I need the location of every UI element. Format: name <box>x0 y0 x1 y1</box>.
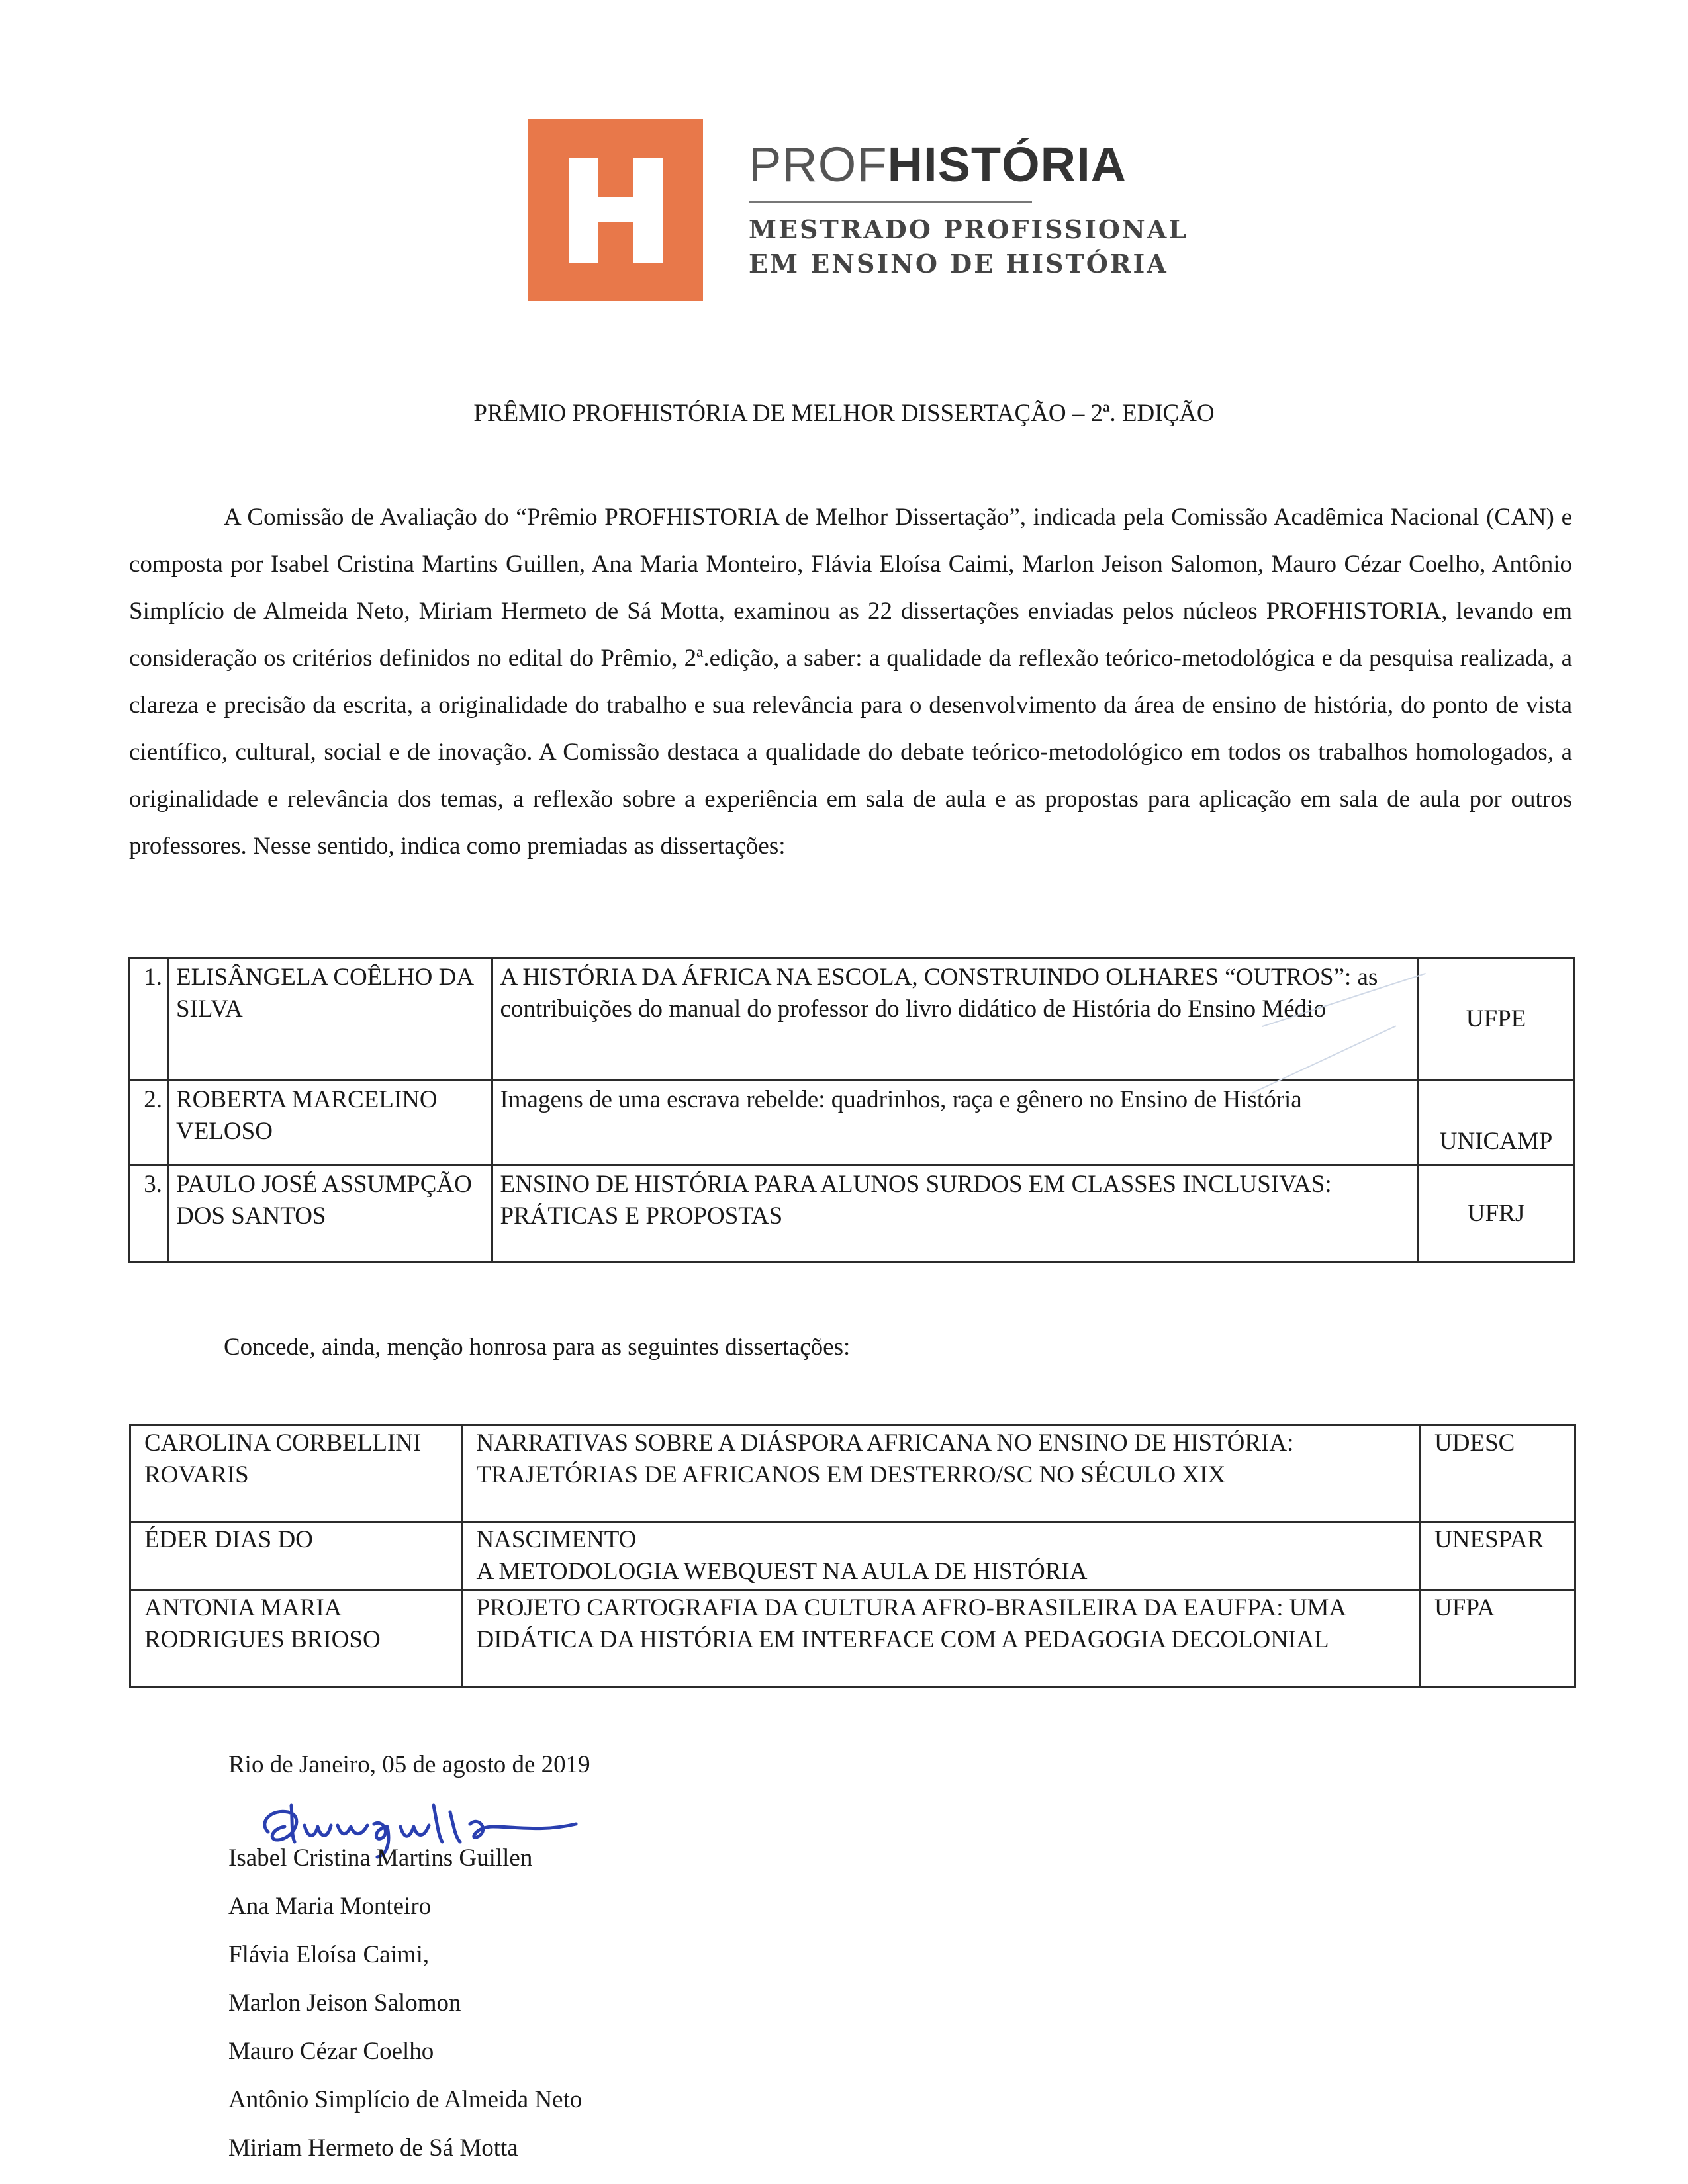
letter-h-logo-icon <box>528 119 703 301</box>
signer-name: Mauro Cézar Coelho <box>228 2038 434 2065</box>
dissertation-title-cell: Imagens de uma escrava rebelde: quadrinhos, raça e gênero no Ensino de História <box>492 1081 1418 1165</box>
row-number: 2. <box>129 1081 169 1165</box>
body-paragraph: A Comissão de Avaliação do “Prêmio PROFHISTORIA de Melhor Dissertação”, indicada pela Comissão Acadêmica Nacional (CAN) e composta por Isabel Cristina Martins Guillen, Ana Maria Monteiro, Flávia Eloísa Caimi, Marlon Jeison Salomon, Mauro Cézar Coelho, Antônio Simplício de Almeida Neto, Miriam Hermeto de Sá Motta, examinou as 22 dissertações enviadas pelos núcleos PROFHISTORIA, levando em consideração os critérios definidos no edital do Prêmio, 2ª.edição, a saber: a qualidade da reflexão teórico-metodológica e da pesquisa realizada, a clareza e precisão da escrita, a originalidade do trabalho e sua relevância para o desenvolvimento da área de ensino de história, do ponto de vista científico, cultural, social e de inovação. A Comissão destaca a qualidade do debate teórico-metodológico em todos os trabalhos homologados, a originalidade e relevância dos temas, a reflexão sobre a experiência em sala de aula e as propostas para aplicação em sala de aula por outros professores. Nesse sentido, indica como premiadas as dissertações: <box>129 504 1572 860</box>
signer-name: Isabel Cristina Martins Guillen <box>228 1844 533 1872</box>
university-cell: UFRJ <box>1418 1165 1575 1263</box>
signer-name: Antônio Simplício de Almeida Neto <box>228 2086 583 2113</box>
table-row <box>129 1081 1575 1165</box>
dissertation-title-line1: NASCIMENTO <box>476 1526 637 1553</box>
dissertation-title-cell: A HISTÓRIA DA ÁFRICA NA ESCOLA, CONSTRUINDO OLHARES “OUTROS”: as contribuições do manual do professor do livro didático de História do Ensino Médio <box>492 958 1418 1081</box>
university-cell: UDESC <box>1421 1426 1575 1522</box>
dissertation-title-line2: A METODOLOGIA WEBQUEST NA AULA DE HISTÓRIA <box>476 1558 1088 1585</box>
honorable-mention-table <box>129 1424 1576 1688</box>
signer-name: Flávia Eloísa Caimi, <box>228 1941 430 1968</box>
author-cell: ELISÂNGELA COÊLHO DA SILVA <box>168 958 492 1081</box>
author-cell: CAROLINA CORBELLINI ROVARIS <box>130 1426 462 1522</box>
author-cell: ANTONIA MARIA RODRIGUES BRIOSO <box>130 1590 462 1687</box>
university-cell: UNICAMP <box>1418 1081 1575 1165</box>
university-cell: UNESPAR <box>1421 1522 1575 1590</box>
author-cell: ÉDER DIAS DO <box>130 1522 462 1590</box>
dissertation-title-cell: ENSINO DE HISTÓRIA PARA ALUNOS SURDOS EM CLASSES INCLUSIVAS: PRÁTICAS E PROPOSTAS <box>492 1165 1418 1263</box>
logo-name: PROFHISTÓRIA <box>749 137 1127 192</box>
signer-name: Ana Maria Monteiro <box>228 1893 432 1920</box>
logo-subtitle-line1: MESTRADO PROFISSIONAL <box>749 214 1188 244</box>
document-date: Rio de Janeiro, 05 de agosto de 2019 <box>228 1751 590 1778</box>
dissertation-title-cell <box>462 1522 1421 1590</box>
signers-list <box>228 1846 582 2184</box>
signer-name: Miriam Hermeto de Sá Motta <box>228 2134 518 2161</box>
dissertation-title-cell: PROJETO CARTOGRAFIA DA CULTURA AFRO-BRASILEIRA DA EAUFPA: UMA DIDÁTICA DA HISTÓRIA EM INTERFACE COM A PEDAGOGIA DECOLONIAL <box>462 1590 1421 1687</box>
logo-subtitle-line2: EM ENSINO DE HISTÓRIA <box>749 249 1168 279</box>
logo-divider <box>749 201 1032 203</box>
table-row <box>129 1165 1575 1263</box>
winners-table <box>128 957 1575 1263</box>
signer-name: Marlon Jeison Salomon <box>228 1989 461 2017</box>
author-cell: ROBERTA MARCELINO VELOSO <box>168 1081 492 1165</box>
author-cell: PAULO JOSÉ ASSUMPÇÃO DOS SANTOS <box>168 1165 492 1263</box>
table-row <box>130 1426 1575 1522</box>
university-cell: UFPE <box>1418 958 1575 1081</box>
table-row <box>130 1522 1575 1590</box>
row-number: 1. <box>129 958 169 1081</box>
dissertation-title-cell: NARRATIVAS SOBRE A DIÁSPORA AFRICANA NO ENSINO DE HISTÓRIA: TRAJETÓRIAS DE AFRICANOS EM DESTERRO/SC NO SÉCULO XIX <box>462 1426 1421 1522</box>
honorable-mention-intro: Concede, ainda, menção honrosa para as seguintes dissertações: <box>224 1334 851 1361</box>
university-cell: UFPA <box>1421 1590 1575 1687</box>
document-title: PRÊMIO PROFHISTÓRIA DE MELHOR DISSERTAÇÃO – 2ª. EDIÇÃO <box>473 400 1215 427</box>
table-row <box>129 958 1575 1081</box>
profhistoria-logo <box>528 119 1190 301</box>
row-number: 3. <box>129 1165 169 1263</box>
table-row <box>130 1590 1575 1687</box>
